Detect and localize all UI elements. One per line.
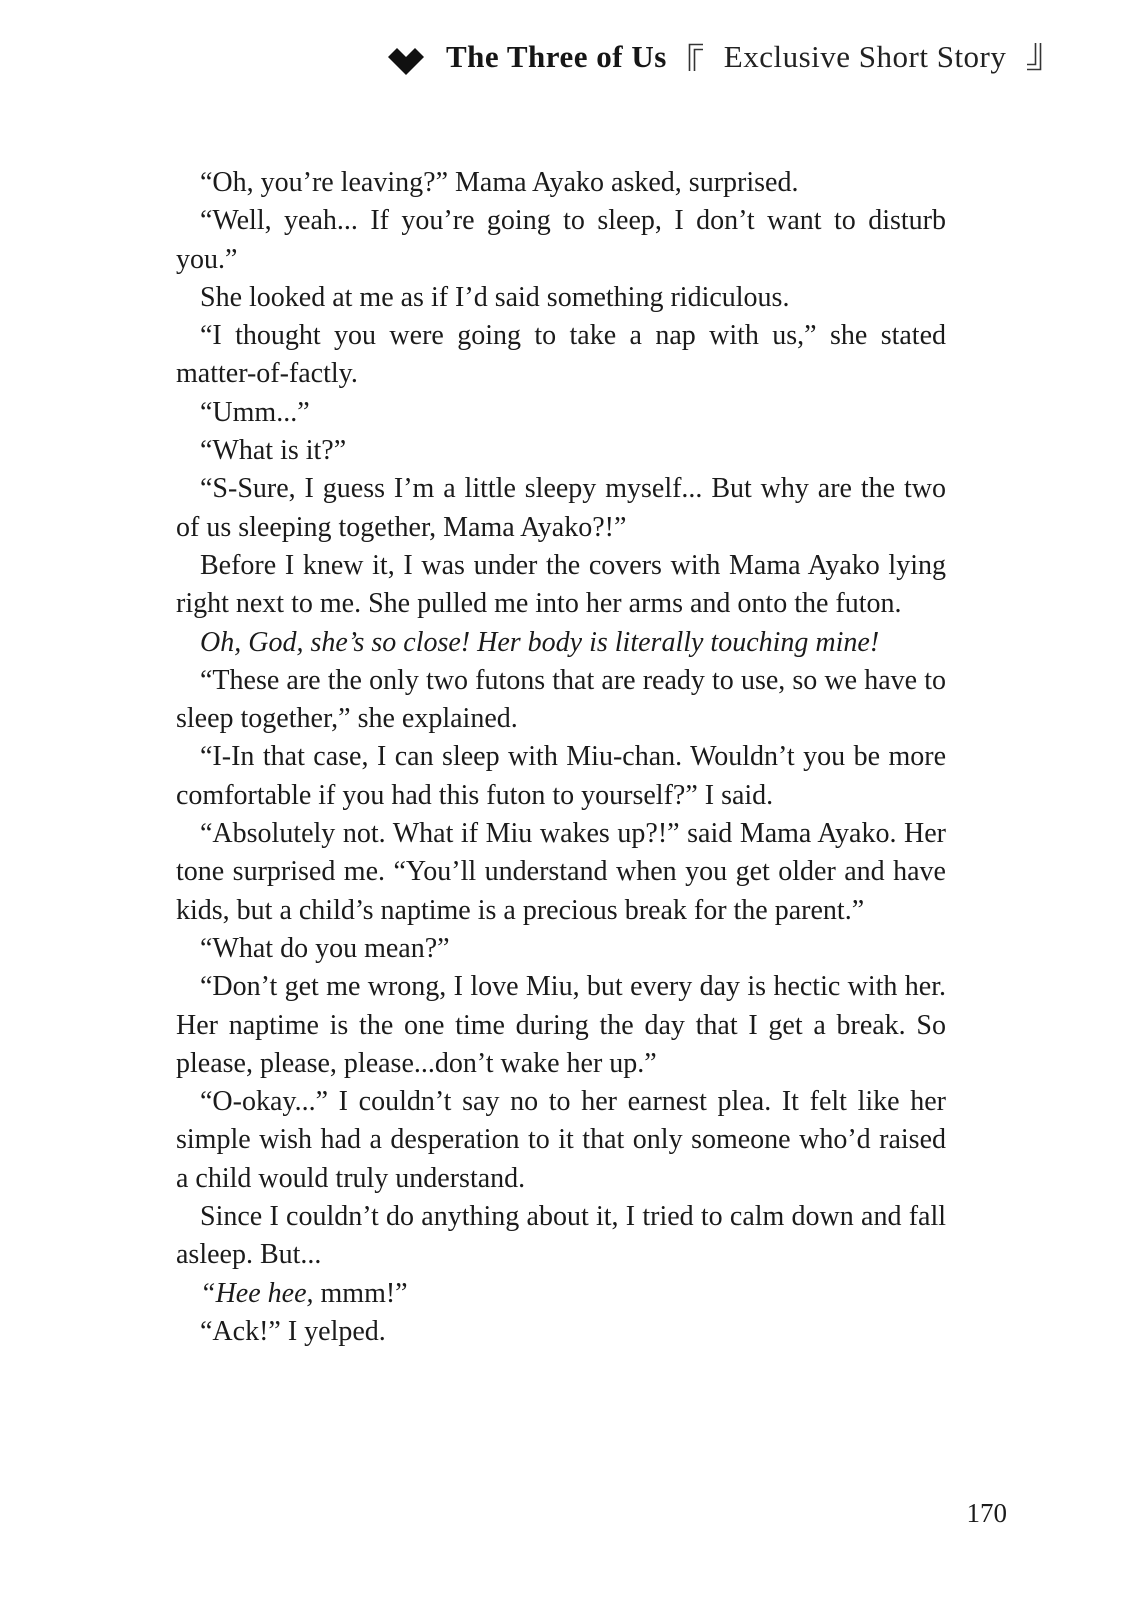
page-title: The Three of Us: [446, 39, 667, 74]
paragraph: [176, 317, 946, 394]
story-paragraphs: [176, 164, 946, 1351]
paragraph: [176, 662, 946, 739]
paragraph: [176, 547, 946, 624]
paragraph: [176, 968, 946, 1083]
paragraph-text-italic: Oh, God, she’s so close! Her body is literally touching mine!: [200, 626, 880, 658]
paragraph: [176, 1198, 946, 1275]
paragraph: [176, 930, 946, 968]
paragraph-text: She looked at me as if I’d said something ridiculous.: [200, 281, 790, 313]
paragraph-text: “What do you mean?”: [200, 932, 450, 964]
paragraph-text: Before I knew it, I was under the covers with Mama Ayako lying right next to me. She pulled me into her arms and onto the futon.: [176, 549, 946, 620]
page-header: [386, 36, 1043, 78]
paragraph: [176, 394, 946, 432]
paragraph: [176, 432, 946, 470]
paragraph: [176, 470, 946, 547]
paragraph-text: “These are the only two futons that are ready to use, so we have to sleep together,” she explained.: [176, 664, 946, 735]
paragraph-text-italic: “Hee hee,: [200, 1277, 314, 1309]
page-subtitle: Exclusive Short Story: [723, 39, 1007, 74]
paragraph: [176, 202, 946, 279]
paragraph: [176, 1083, 946, 1198]
paragraph: [176, 624, 946, 662]
paragraph-text: “Ack!” I yelped.: [200, 1315, 386, 1347]
bracket-open-icon: [687, 42, 704, 72]
bracket-close-icon: [1026, 42, 1043, 72]
paragraph: [176, 738, 946, 815]
paragraph-text: “What is it?”: [200, 435, 347, 467]
paragraph-text: mmm!”: [313, 1277, 408, 1309]
paragraph: [176, 815, 946, 930]
paragraph-text: “S-Sure, I guess I’m a little sleepy myself... But why are the two of us sleeping together, Mama Ayako?!”: [176, 473, 946, 543]
paragraph-text: “Well, yeah... If you’re going to sleep, I don’t want to disturb you.”: [176, 205, 946, 275]
paragraph-text: “Don’t get me wrong, I love Miu, but every day is hectic with her. Her naptime is the one time during the day that I get a break. So please, please, please...don’t wake her up.”: [176, 971, 946, 1079]
paragraph-text: “Umm...”: [200, 396, 310, 428]
paragraph: [176, 279, 946, 317]
paragraph: [176, 164, 946, 202]
paragraph-text: “Absolutely not. What if Miu wakes up?!” said Mama Ayako. Her tone surprised me. “You’ll understand when you get older and have kids, but a child’s naptime is a precious break for the parent.”: [176, 818, 946, 926]
paragraph-text: “I thought you were going to take a nap with us,” she stated matter-of-factly.: [176, 320, 946, 390]
paragraph-text: “I-In that case, I can sleep with Miu-chan. Wouldn’t you be more comfortable if you had this futon to yourself?” I said.: [176, 741, 946, 811]
heart-icon: [386, 36, 426, 78]
paragraph-text: “O-okay...” I couldn’t say no to her earnest plea. It felt like her simple wish had a desperation to it that only someone who’d raised a child would truly understand.: [176, 1086, 946, 1194]
paragraph-text: “Oh, you’re leaving?” Mama Ayako asked, surprised.: [200, 167, 799, 198]
paragraph-text: Since I couldn’t do anything about it, I tried to calm down and fall asleep. But...: [176, 1201, 946, 1271]
page-number: 170: [966, 1498, 1007, 1528]
paragraph: [176, 1313, 946, 1351]
paragraph: [176, 1275, 946, 1313]
